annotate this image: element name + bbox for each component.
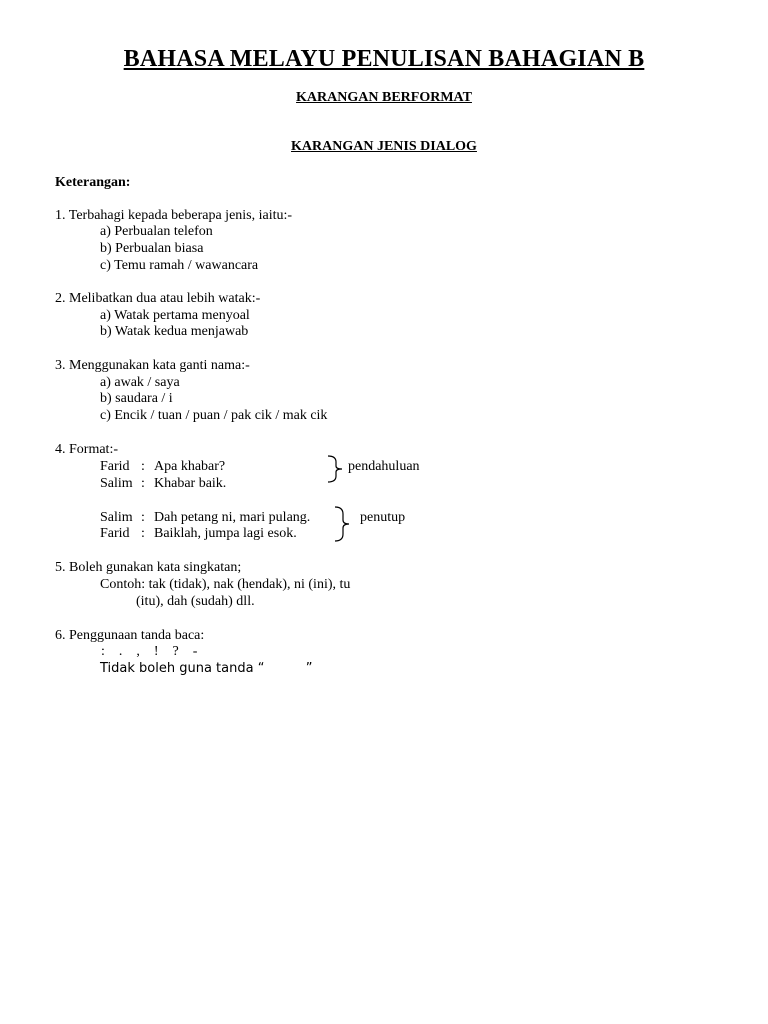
keterangan-label: Keterangan: (55, 175, 131, 190)
list-item: c) Encik / tuan / puan / pak cik / mak cik (100, 408, 328, 423)
contoh-line-continued: (itu), dah (sudah) dll. (136, 594, 255, 609)
dialog-colon: : (141, 476, 145, 491)
quote-note: Tidak boleh guna tanda “ ” (100, 661, 313, 676)
list-item: b) Watak kedua menjawab (100, 324, 249, 339)
dialog-colon: : (141, 459, 145, 474)
dialog-colon: : (141, 510, 145, 525)
section-5-heading: 5. Boleh gunakan kata singkatan; (55, 560, 242, 575)
dialog-line: Baiklah, jumpa lagi esok. (154, 526, 297, 541)
dialog-speaker: Salim (100, 510, 133, 525)
list-item: a) Watak pertama menyoal (100, 308, 250, 323)
section-4-heading: 4. Format:- (55, 442, 118, 457)
right-brace-icon (332, 506, 356, 542)
list-item: c) Temu ramah / wawancara (100, 258, 259, 273)
list-item: b) saudara / i (100, 391, 173, 406)
dialog-speaker: Farid (100, 526, 130, 541)
punctuation-marks: : . , ! ? - (101, 644, 198, 659)
list-item: b) Perbualan biasa (100, 241, 204, 256)
page-title: BAHASA MELAYU PENULISAN BAHAGIAN B (123, 46, 645, 72)
right-brace-icon (325, 455, 349, 483)
section-3-heading: 3. Menggunakan kata ganti nama:- (55, 358, 250, 373)
dialog-line: Apa khabar? (154, 459, 226, 474)
dialog-speaker: Farid (100, 459, 130, 474)
list-item: a) awak / saya (100, 375, 180, 390)
dialog-line: Khabar baik. (154, 476, 227, 491)
penutup-label: penutup (360, 510, 406, 525)
section-2-heading: 2. Melibatkan dua atau lebih watak:- (55, 291, 261, 306)
dialog-colon: : (141, 526, 145, 541)
subtitle-karangan-berformat: KARANGAN BERFORMAT (296, 90, 472, 105)
list-item: a) Perbualan telefon (100, 224, 213, 239)
dialog-line: Dah petang ni, mari pulang. (154, 510, 311, 525)
contoh-line: Contoh: tak (tidak), nak (hendak), ni (ini), tu (100, 577, 351, 592)
section-6-heading: 6. Penggunaan tanda baca: (55, 628, 205, 643)
pendahuluan-label: pendahuluan (348, 459, 420, 474)
dialog-speaker: Salim (100, 476, 133, 491)
subtitle-karangan-jenis-dialog: KARANGAN JENIS DIALOG (291, 139, 477, 154)
section-1-heading: 1. Terbahagi kepada beberapa jenis, iaitu:- (55, 208, 293, 223)
